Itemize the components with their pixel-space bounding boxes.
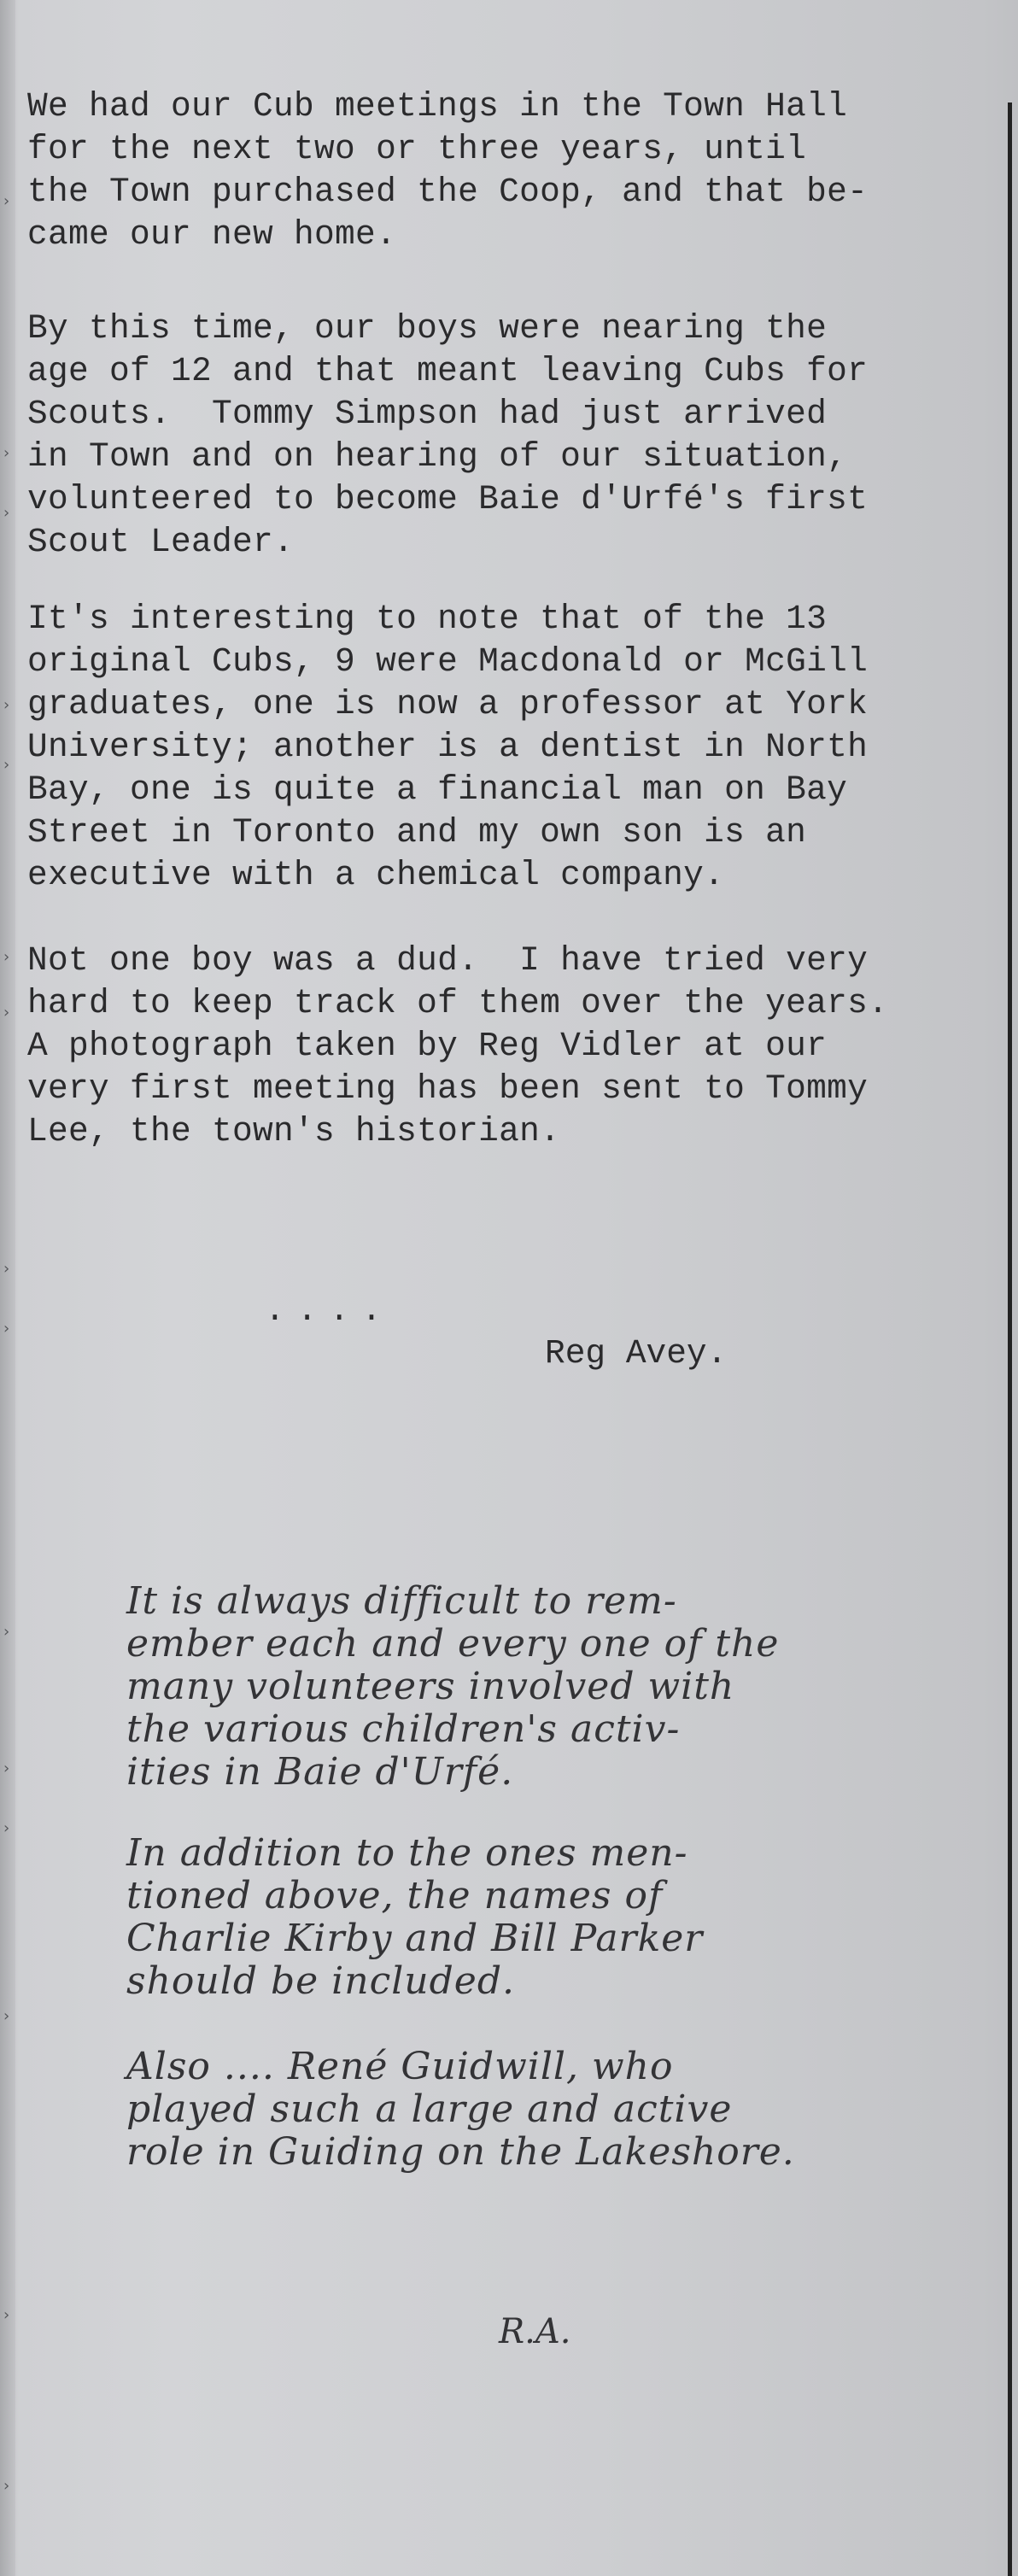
typed-paragraph-4: Not one boy was a dud. I have tried very hard to keep track of them over the years. A photograph taken by Reg Vidler at our very first meeting has been sent to Tommy Lee, the town's historian. xyxy=(27,941,889,1150)
typed-paragraph-3: It's interesting to note that of the 13 original Cubs, 9 were Macdonald or McGill graduates, one is now a professor at York University; another is a dentist in North Bay, one is quite a financial man on Bay Street in Toronto and my own son is an executive with a chemical company. xyxy=(27,600,869,894)
handwritten-paragraph-3: Also .... René Guidwill, who played such a large and active role in Guiding on the Lakeshore. xyxy=(126,2045,795,2174)
margin-bleed-marks: › › › › › › › › › › › › › › › xyxy=(3,192,10,2495)
typed-paragraph-1: We had our Cub meetings in the Town Hall for the next two or three years, until the Town purchased the Coop, and that be- came our new home. xyxy=(27,87,869,254)
page-edge-line xyxy=(1008,102,1012,2576)
handwritten-paragraph-1: It is always difficult to rem- ember each and every one of the many volunteers involved with the various children's activ- ities in Baie d'Urfé. xyxy=(126,1579,780,1794)
signature-dots: .... xyxy=(265,1291,394,1330)
typed-paragraph-2: By this time, our boys were nearing the age of 12 and that meant leaving Cubs for Scouts. Tommy Simpson had just arrived in Town and on hearing of our situation, volunteered to become Baie d'Urfé's first Scout Leader. xyxy=(27,309,869,561)
handwritten-paragraph-2: In addition to the ones men- tioned above, the names of Charlie Kirby and Bill Parker should be included. xyxy=(126,1831,704,2003)
handwritten-initials: R.A. xyxy=(499,2312,571,2351)
signature-line xyxy=(0,1247,1018,1373)
signature-name: Reg Avey. xyxy=(545,1334,728,1373)
